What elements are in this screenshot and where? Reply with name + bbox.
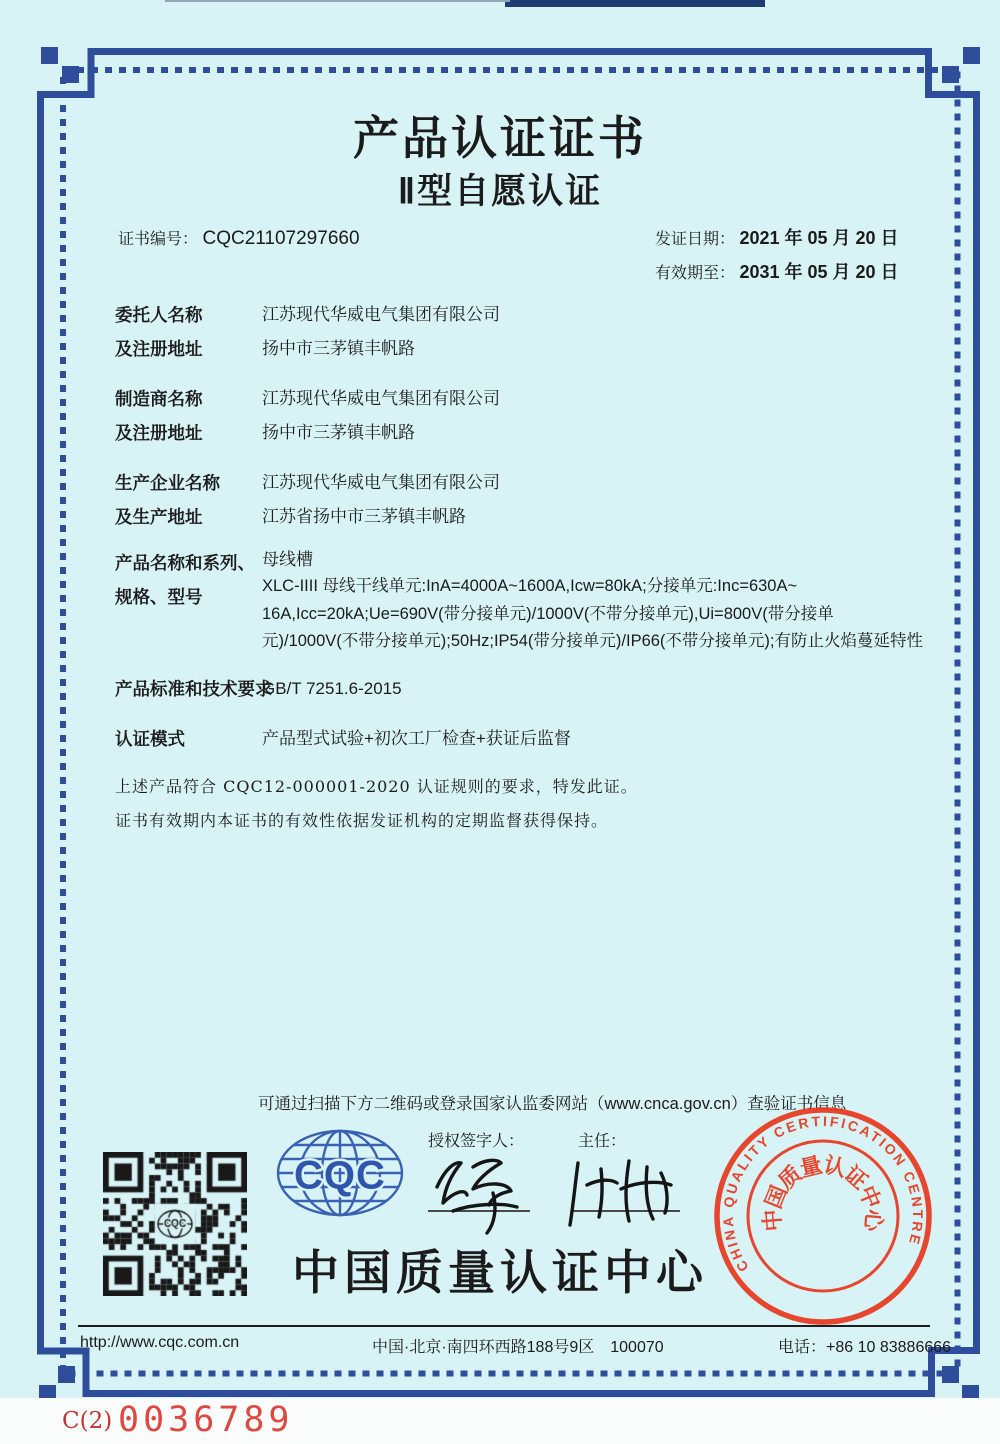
director-label: 主任： xyxy=(578,1133,627,1150)
certificate-number-label: 证书编号： xyxy=(118,229,199,248)
certificate-number-value: CQC21107297660 xyxy=(202,228,360,249)
valid-until-label: 有效期至： xyxy=(655,263,736,282)
valid-until-row xyxy=(655,256,899,290)
issue-date-row xyxy=(655,222,899,256)
scan-artifact-line xyxy=(165,0,510,2)
svg-text:中: 中 xyxy=(759,1208,787,1233)
svg-text:质: 质 xyxy=(773,1160,807,1195)
certificate-subtitle: Ⅱ型自愿认证 xyxy=(397,172,603,211)
svg-text:心: 心 xyxy=(859,1208,887,1233)
scan-artifact-bar xyxy=(505,0,765,7)
footer-phone xyxy=(778,1334,951,1357)
footer-address: 中国·北京·南四环西路188号9区 100070 xyxy=(372,1339,664,1356)
field-value-standard: GB/T 7251.6-2015 xyxy=(262,679,402,698)
stamp-ring-text: CHINA QUALITY CERTIFICATION CENTRE xyxy=(719,1112,927,1275)
svg-text:中: 中 xyxy=(854,1182,886,1212)
field-value-product: 母线槽 XLC-IIII 母线干线单元:InA=4000A~1600A,Icw=80kA;分接单元:Inc=630A~ 16A,Icc=20kA;Ue=690V(带分接单元)/1000V(不带分接单元),Ui=800V(带分接单 元)/1000V(不带分接单元);50Hz;IP54(带分接单元)/IP66(不带分接单元);有防止火焰蔓延特性 xyxy=(262,546,934,656)
authorized-signatory-label: 授权签字人： xyxy=(428,1133,525,1150)
statement-validity: 证书有效期内本证书的有效性依据发证机构的定期监督获得保持。 xyxy=(115,811,609,830)
statement-compliance: 上述产品符合 CQC12-000001-2020 认证规则的要求，特发此证。 xyxy=(115,777,638,796)
verify-note: 可通过扫描下方二维码或登录国家认监委网站（www.cnca.gov.cn）查验证书信息 xyxy=(258,1095,847,1113)
serial-number: 0036789 xyxy=(118,1400,294,1440)
svg-text:国: 国 xyxy=(760,1182,792,1212)
valid-until-value: 2031 年 05 月 20 日 xyxy=(739,262,899,282)
svg-text:证: 证 xyxy=(839,1160,873,1195)
signatures xyxy=(415,1145,705,1245)
svg-text:量: 量 xyxy=(797,1152,825,1182)
field-label-applicant: 委托人名称 及注册地址 xyxy=(115,305,203,359)
official-stamp xyxy=(709,1100,939,1332)
field-label-manufacturer: 制造商名称 及注册地址 xyxy=(115,389,203,443)
stamp-inner-text xyxy=(759,1152,887,1233)
issue-date-label: 发证日期： xyxy=(655,229,736,248)
cqc-logo-text: CQC xyxy=(294,1153,386,1198)
field-label-product: 产品名称和系列、 规格、型号 xyxy=(115,553,255,607)
authorized-signature xyxy=(437,1160,517,1233)
cqc-logo xyxy=(274,1127,406,1219)
issue-date-value: 2021 年 05 月 20 日 xyxy=(739,228,899,248)
product-spec-lines: XLC-IIII 母线干线单元:InA=4000A~1600A,Icw=80kA;分接单元:Inc=630A~ 16A,Icc=20kA;Ue=690V(带分接单元)/1000V(不带分接单元),Ui=800V(带分接单 元)/1000V(不带分接单元);50Hz;IP54(带分接单元)/IP66(不带分接单元);有防止火焰蔓延特性 xyxy=(262,577,923,651)
field-label-standard: 产品标准和技术要求 xyxy=(115,679,273,699)
footer-url: http://www.cqc.com.cn xyxy=(80,1334,240,1351)
field-value-applicant: 江苏现代华威电气集团有限公司 扬中市三茅镇丰帆路 xyxy=(262,305,500,358)
serial-prefix: C(2) xyxy=(62,1408,113,1434)
field-value-manufacturer: 江苏现代华威电气集团有限公司 扬中市三茅镇丰帆路 xyxy=(262,389,500,442)
organization-name: 中国质量认证中心 xyxy=(292,1246,708,1299)
footer-phone-value: +86 10 83886666 xyxy=(826,1339,952,1356)
certificate-number-row xyxy=(118,226,360,250)
footer-phone-label: 电话： xyxy=(778,1337,827,1356)
field-value-factory: 江苏现代华威电气集团有限公司 江苏省扬中市三茅镇丰帆路 xyxy=(262,473,500,526)
field-label-mode: 认证模式 xyxy=(115,729,185,749)
date-block xyxy=(655,222,899,290)
svg-text:认: 认 xyxy=(821,1152,849,1182)
footer-divider xyxy=(78,1325,930,1327)
director-signature xyxy=(570,1161,671,1225)
field-label-factory: 生产企业名称 及生产地址 xyxy=(115,473,220,527)
field-value-mode: 产品型式试验+初次工厂检查+获证后监督 xyxy=(262,729,571,748)
certificate-title: 产品认证证书 xyxy=(353,112,647,164)
